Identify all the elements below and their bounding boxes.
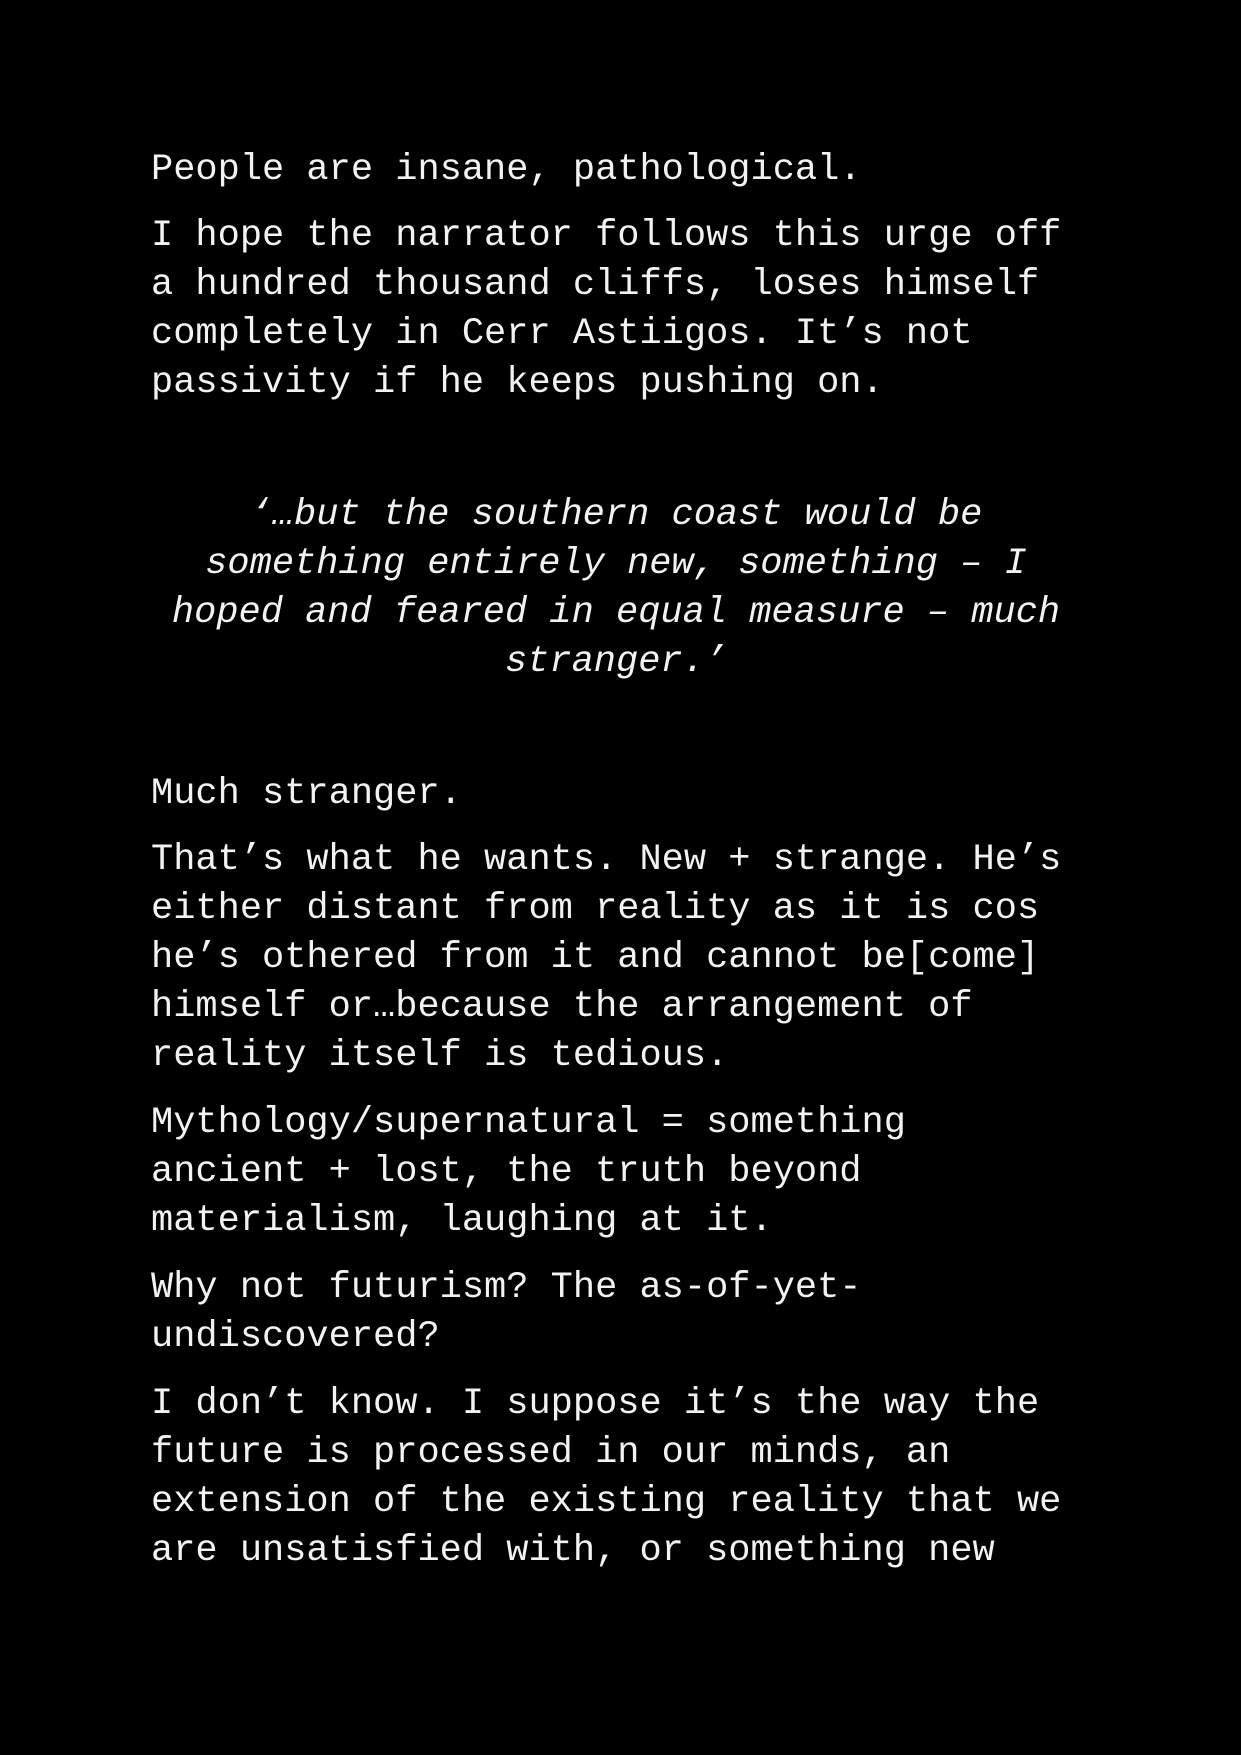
paragraph-3: Much stranger. (151, 773, 462, 815)
paragraph-4: That’s what he wants. New + strange. He’s either distant from reality as it is cos he’s othered from it and cannot be[come] himself or…because the arrangement of reality itself is tedious. (151, 839, 1062, 1077)
paragraph-2: I hope the narrator follows this urge off a hundred thousand cliffs, loses himself completely in Cerr Astiigos. It’s not passivity if he keeps pushing on. (151, 215, 1062, 404)
paragraph-7: I don’t know. I suppose it’s the way the future is processed in our minds, an extension of the existing reality that we are unsatisfied with, or something new (151, 1383, 1062, 1572)
block-quote: ‘…but the southern coast would be something entirely new, something – I hoped and feared in equal measure – much stranger.’ (171, 494, 1061, 683)
paragraph-6: Why not futurism? The as-of-yet- undiscovered? (151, 1267, 862, 1358)
paragraph-1: People are insane, pathological. (151, 149, 862, 191)
paragraph-5: Mythology/supernatural = something ancient + lost, the truth beyond materialism, laughing at it. (151, 1102, 906, 1242)
